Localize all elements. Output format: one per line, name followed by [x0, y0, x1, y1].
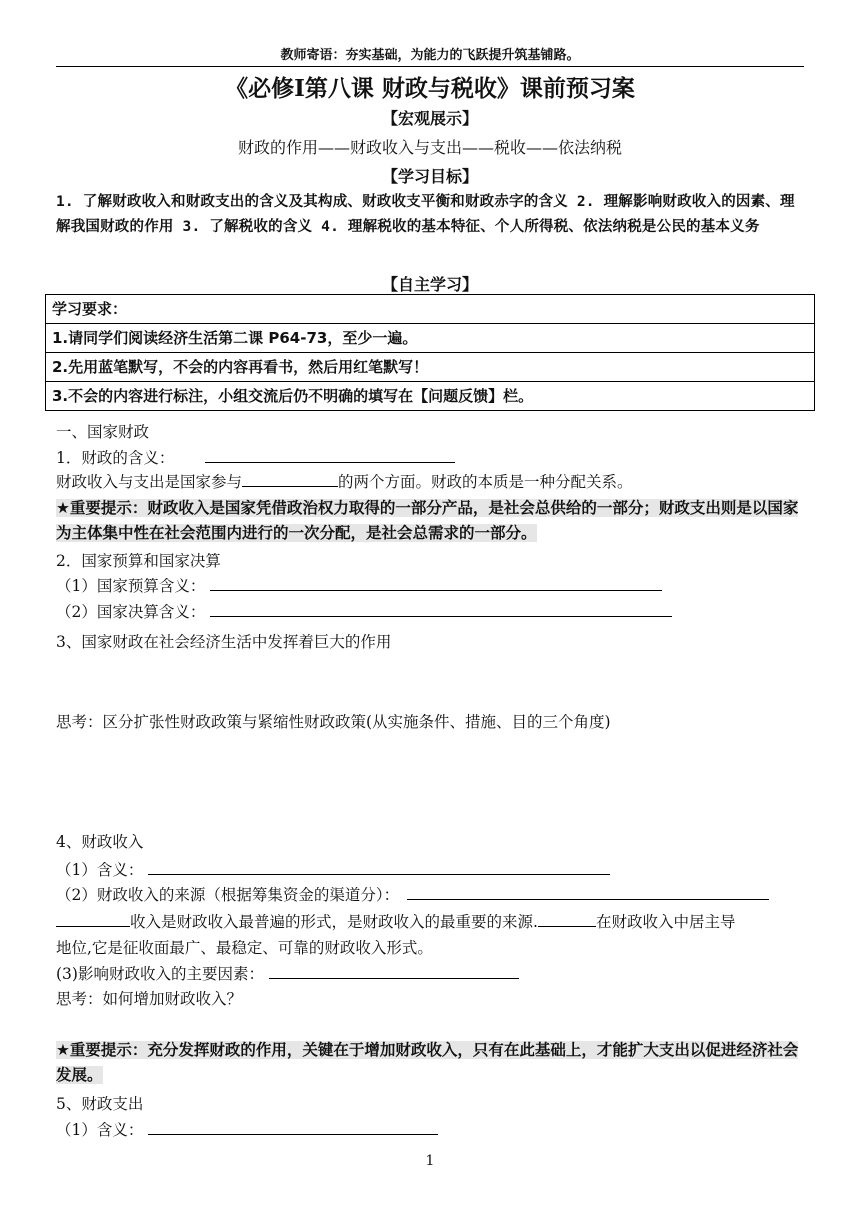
item-text: 财政收入与支出是国家参与: [56, 473, 243, 491]
page-number: 1: [425, 1153, 435, 1169]
fill-blank[interactable]: [407, 898, 769, 900]
header-divider: [56, 66, 804, 67]
fill-blank[interactable]: [269, 977, 519, 979]
learning-goals: 1. 了解财政收入和财政支出的含义及其构成、财政收支平衡和财政赤字的含义 2. 理解影响财政收入的因素、理解我国财政的作用 3. 了解税收的含义 4. 理解税收的基本特征、个人所得税、依法纳税是公民的基本义务: [56, 194, 795, 235]
item-finance-meaning: [56, 446, 455, 468]
item-final-accounts: [56, 600, 672, 622]
item-revenue-factors: [56, 962, 519, 984]
fill-blank[interactable]: [242, 485, 338, 487]
requirements-row: 3.不会的内容进行标注，小组交流后仍不明确的填写在【问题反馈】栏。: [52, 387, 534, 405]
item-text: 收入是财政收入最普遍的形式，是财政收入的最重要的来源.: [130, 913, 538, 931]
requirements-row: 2.先用蓝笔默写，不会的内容再看书，然后用红笔默写！: [46, 353, 814, 382]
fill-blank[interactable]: [210, 615, 672, 617]
section-title: 一、国家财政: [56, 423, 150, 441]
teacher-motto: 教师寄语：夯实基础，为能力的飞跃提升筑基铺路。: [280, 48, 580, 63]
think-revenue: 思考：如何增加财政收入？: [56, 990, 243, 1008]
item-revenue-tax: [56, 910, 735, 932]
requirements-row: 1.请同学们阅读经济生活第二课 P64-73，至少一遍。: [46, 324, 814, 353]
page-title: 《必修Ⅰ第八课 财政与税收》课前预习案: [225, 75, 635, 102]
fill-blank[interactable]: [148, 873, 610, 875]
goals-heading: 【学习目标】: [381, 167, 478, 186]
macro-flow: 财政的作用——财政收入与支出——税收——依法纳税: [237, 138, 622, 157]
think-policy: 思考：区分扩张性财政政策与紧缩性财政政策(从实施条件、措施、目的三个角度): [56, 713, 611, 731]
item-label: （1）含义：: [56, 861, 144, 879]
item-label: （1）国家预算含义：: [56, 577, 206, 595]
fill-blank[interactable]: [148, 1133, 438, 1135]
important-tip: [56, 496, 808, 546]
item-label: (3)影响财政收入的主要因素：: [56, 965, 264, 983]
fill-blank[interactable]: [538, 925, 596, 927]
fill-blank[interactable]: [205, 461, 455, 463]
requirements-table: [45, 294, 815, 411]
item-label: ）财政收入的来源（根据筹集资金的渠道分）：: [81, 886, 400, 904]
important-tip: [56, 1038, 808, 1088]
item-expenditure: 5、财政支出: [56, 1095, 144, 1113]
self-study-heading: 【自主学习】: [381, 275, 478, 294]
item-finance-aspects: [56, 470, 633, 492]
item-finance-role: 3、国家财政在社会经济生活中发挥着巨大的作用: [56, 633, 392, 651]
item-expenditure-meaning: [56, 1118, 438, 1140]
item-budget-meaning: [56, 574, 662, 596]
item-revenue-source: [56, 883, 769, 905]
item-label: （1）含义：: [56, 1121, 144, 1139]
item-text: 在财政收入中居主导: [595, 913, 736, 931]
item-revenue-tax-cont: 地位,它是征收面最广、最稳定、可靠的财政收入形式。: [56, 939, 433, 957]
item-label: （2）国家决算含义：: [56, 603, 206, 621]
item-text: 的两个方面。财政的本质是一种分配关系。: [338, 473, 633, 491]
requirements-row: 学习要求：: [46, 295, 814, 324]
item-label: （2: [56, 886, 82, 904]
item-revenue-meaning: [56, 858, 610, 880]
item-revenue: 4、财政收入: [56, 833, 144, 851]
item-label: 1．财政的含义：: [56, 449, 175, 467]
tip-text: ★重要提示：充分发挥财政的作用，关键在于增加财政收入，只有在此基础上，才能扩大支出以促进经济社会发展。: [56, 1041, 799, 1084]
tip-text: ★重要提示：财政收入是国家凭借政治权力取得的一部分产品，是社会总供给的一部分；财政支出则是以国家为主体集中性在社会范围内进行的一次分配，是社会总需求的一部分。: [56, 499, 799, 542]
fill-blank[interactable]: [56, 925, 130, 927]
macro-heading: 【宏观展示】: [381, 109, 478, 128]
fill-blank[interactable]: [210, 589, 662, 591]
item-budget: 2．国家预算和国家决算: [56, 552, 221, 570]
